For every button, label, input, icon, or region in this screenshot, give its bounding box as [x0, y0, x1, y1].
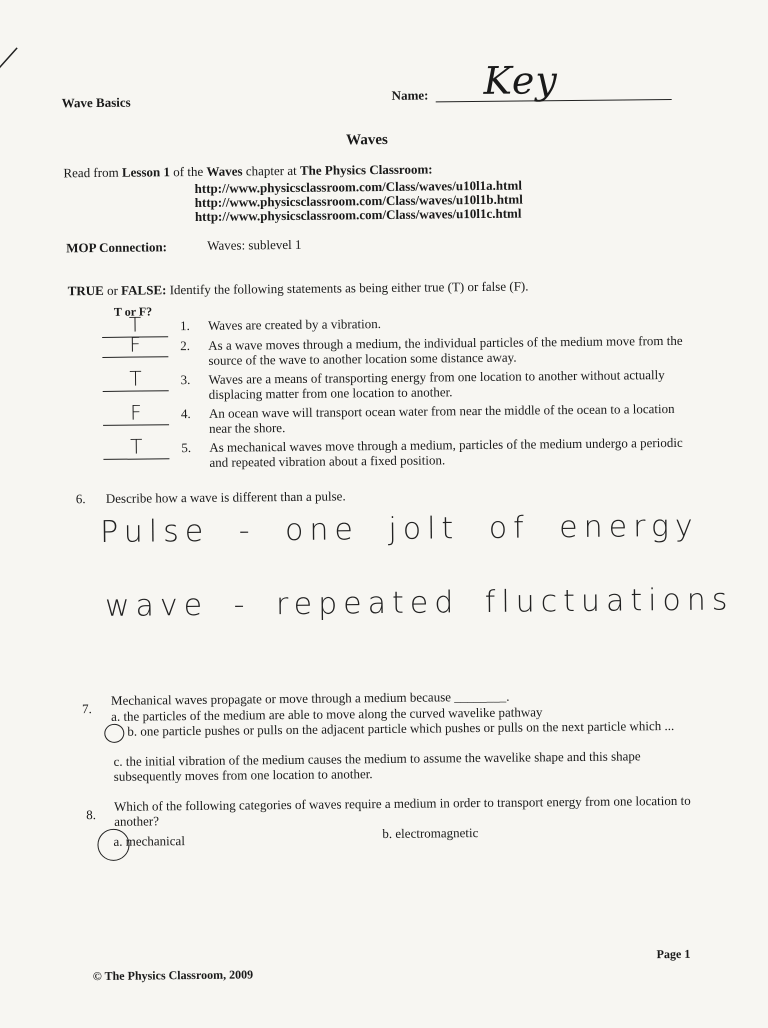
q8-text: Which of the following categories of waves require a medium in order to transport energy from one location to another?	[113, 792, 691, 829]
reading-middle1: of the	[169, 163, 207, 180]
pen-mark	[0, 44, 25, 74]
q8-answer-circle	[97, 829, 129, 861]
tf-statement: Waves are created by a vibration.	[207, 316, 382, 333]
reading-url-1[interactable]: http://www.physicsclassroom.com/Class/waves/u10l1a.html	[194, 177, 522, 196]
tf-instructions: Identify the following statements as being either true (T) or false (F).	[166, 278, 529, 298]
reading-lesson: Lesson 1	[121, 164, 171, 180]
q6-answer-line-1[interactable]: Pulse - one jolt of energy	[100, 508, 699, 550]
mop-value: Waves: sublevel 1	[207, 236, 302, 253]
tf-answer[interactable]: F	[102, 332, 168, 358]
tf-number: 5.	[181, 440, 192, 456]
footer-copyright: © The Physics Classroom, 2009	[92, 967, 254, 984]
q7-option-c[interactable]: c. the initial vibration of the medium causes the medium to assume the wavelike shape and this shape subsequently moves from one location to another.	[113, 748, 641, 784]
tf-heading-or: or	[103, 282, 122, 298]
q8-option-a[interactable]: a. mechanical	[113, 833, 185, 849]
tf-heading	[68, 278, 529, 298]
footer-page-number: Page 1	[656, 946, 691, 962]
tf-statement: As mechanical waves move through a medium, particles of the medium undergo a periodic and repeated vibration about a fixed position.	[209, 434, 683, 470]
mop-label: MOP Connection:	[66, 239, 168, 256]
q7-number: 7.	[81, 701, 92, 717]
worksheet-section-label: Wave Basics	[61, 94, 131, 111]
reading-instruction	[63, 161, 432, 180]
tf-answer[interactable]: T	[103, 434, 169, 460]
tf-statement: As a wave moves through a medium, the individual particles of the medium move from the source of the wave to another location some distance away.	[208, 332, 683, 368]
q6-number: 6.	[75, 491, 86, 507]
tf-number: 2.	[180, 338, 191, 354]
q8-number: 8.	[86, 807, 96, 823]
q7-option-b[interactable]: b. one particle pushes or pulls on the adjacent particle which pushes or pulls on the next particle which ...	[127, 717, 675, 739]
q7-option-a[interactable]: a. the particles of the medium are able to move along the curved wavelike pathway	[111, 704, 543, 724]
tf-heading-true: TRUE	[67, 282, 104, 299]
q7-answer-circle	[104, 724, 124, 743]
tf-answer[interactable]: T	[102, 312, 168, 338]
reading-middle2: chapter at	[242, 162, 301, 179]
reading-site: The Physics Classroom:	[299, 161, 433, 178]
q6-text: Describe how a wave is different than a pulse.	[105, 488, 346, 506]
tf-statement: Waves are a means of transporting energy from one location to another without actually displacing matter from one location to another.	[208, 367, 665, 402]
reading-url-3[interactable]: http://www.physicsclassroom.com/Class/waves/u10l1c.html	[194, 205, 522, 224]
tf-number: 3.	[180, 372, 191, 388]
reading-url-2[interactable]: http://www.physicsclassroom.com/Class/waves/u10l1b.html	[194, 191, 523, 210]
q8-option-b[interactable]: b. electromagnetic	[382, 825, 479, 842]
page-title: Waves	[346, 131, 388, 149]
tf-heading-false: FALSE:	[121, 282, 167, 298]
tf-number: 1.	[179, 318, 190, 334]
tf-item	[103, 429, 703, 475]
name-label: Name:	[391, 87, 429, 103]
q7-text: Mechanical waves propagate or move through a medium because ________.	[110, 688, 510, 708]
name-handwritten: Key	[483, 58, 559, 103]
reading-chapter: Waves	[206, 163, 243, 179]
tf-answer[interactable]: F	[103, 400, 169, 426]
tf-statement: An ocean wave will transport ocean water from near the middle of the ocean to a location near the shore.	[208, 400, 675, 436]
reading-prefix: Read from	[63, 164, 122, 181]
tf-answer[interactable]: T	[102, 366, 168, 392]
q6-answer-line-2[interactable]: wave - repeated fluctuations	[104, 582, 734, 624]
tf-number: 4.	[180, 406, 191, 422]
tf-column-label: T or F?	[113, 304, 153, 319]
